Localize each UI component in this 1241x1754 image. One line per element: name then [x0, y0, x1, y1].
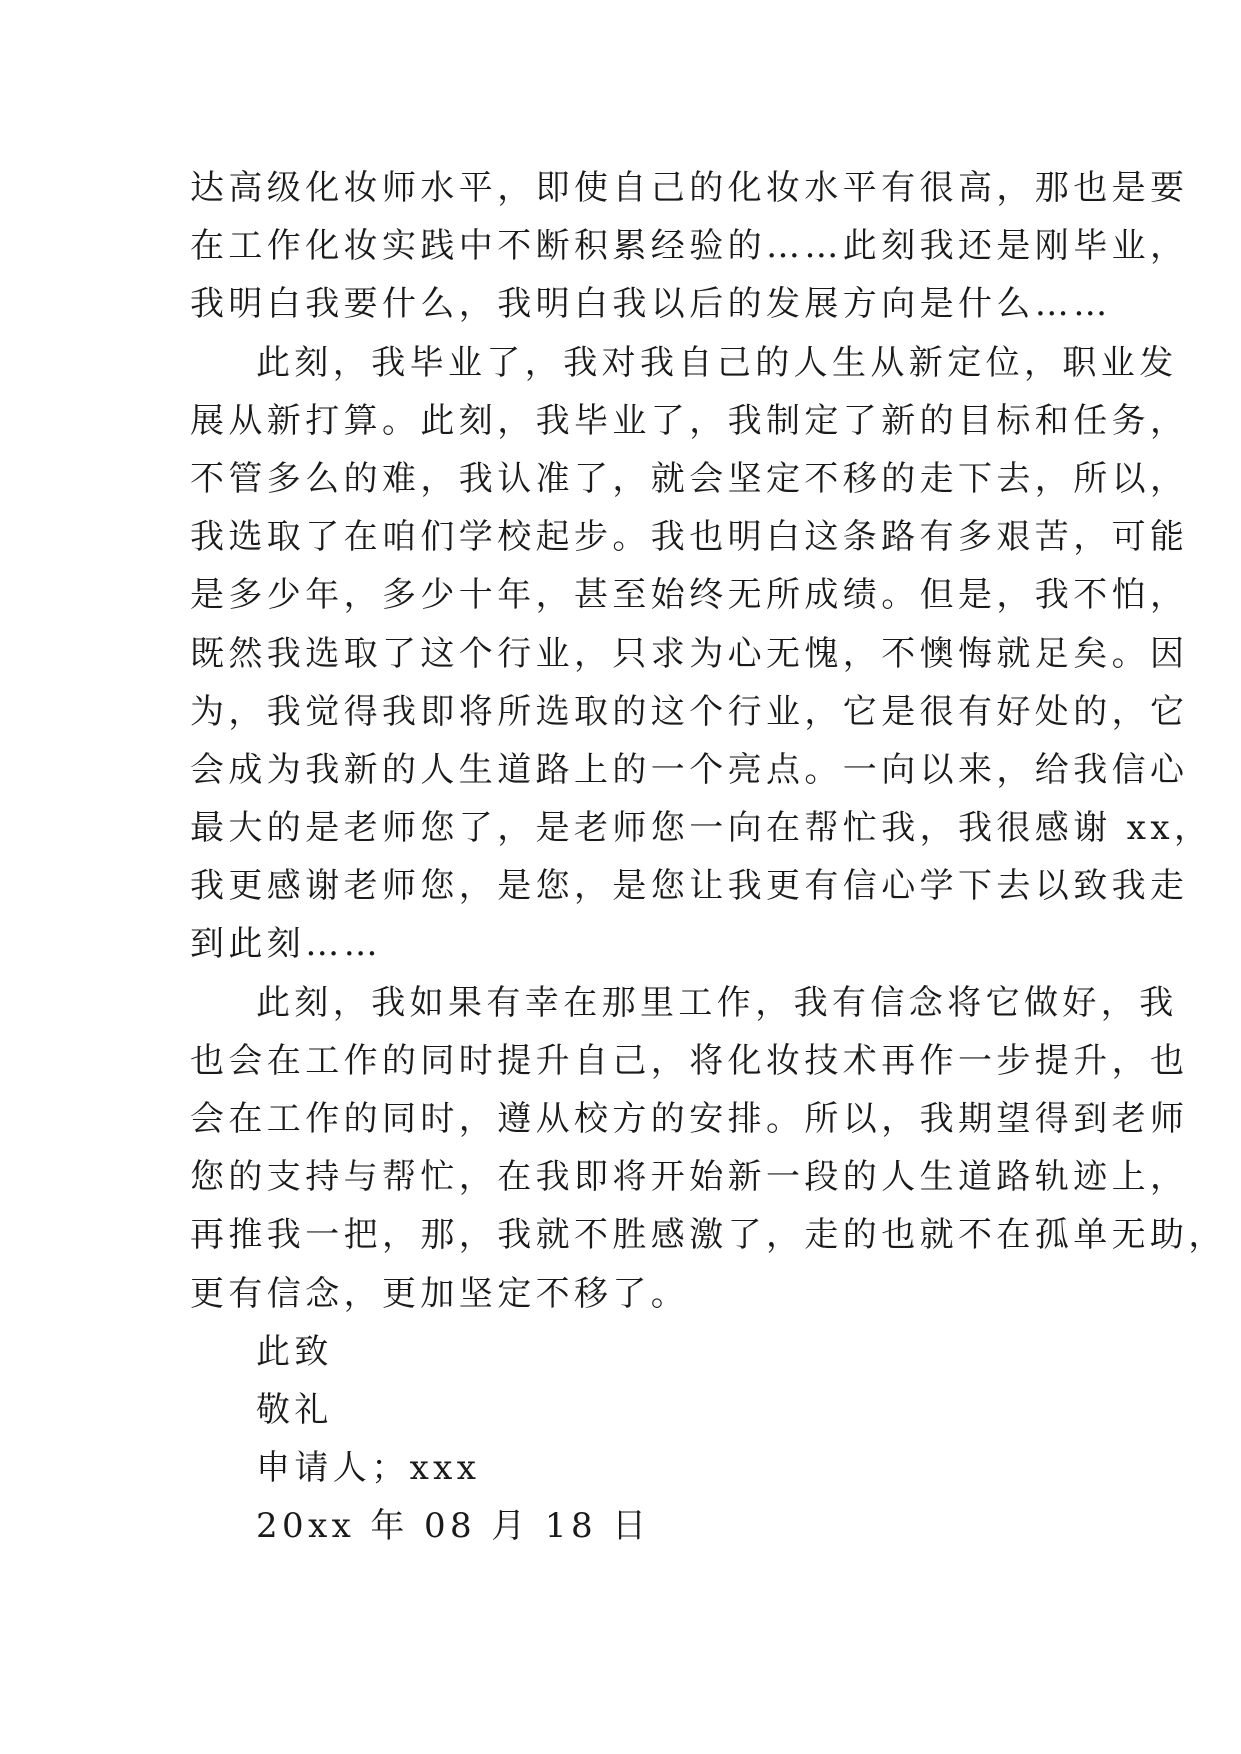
- applicant-signature: 申请人；xxx: [256, 1448, 481, 1489]
- letter-date: 20xx 年 08 月 18 日: [256, 1506, 651, 1547]
- text-line: 最大的是老师您了，是老师您一向在帮忙我，我很感谢 xx，: [190, 808, 1213, 849]
- text-line: 到此刻……: [190, 924, 382, 965]
- text-line: 此刻，我如果有幸在那里工作，我有信念将它做好，我: [256, 982, 1178, 1023]
- text-line: 我更感谢老师您，是您，是您让我更有信心学下去以致我走: [190, 866, 1189, 907]
- text-line: 此刻，我毕业了，我对我自己的人生从新定位，职业发: [256, 342, 1178, 383]
- text-line: 达高级化妆师水平，即使自己的化妆水平有很高，那也是要: [190, 168, 1189, 208]
- text-line: 是多少年，多少十年，甚至始终无所成绩。但是，我不怕，: [190, 575, 1189, 616]
- text-line: 为，我觉得我即将所选取的这个行业，它是很有好处的，它: [190, 691, 1189, 732]
- text-line: 会在工作的同时，遵从校方的安排。所以，我期望得到老师: [190, 1099, 1189, 1139]
- text-line: 更有信念，更加坚定不移了。: [190, 1273, 690, 1314]
- text-line: 展从新打算。此刻，我毕业了，我制定了新的目标和任务，: [190, 400, 1189, 441]
- letter-body: [190, 159, 1227, 1556]
- text-line: 我明白我要什么，我明白我以后的发展方向是什么……: [190, 284, 1112, 325]
- letter-closing: [190, 1323, 1090, 1556]
- text-line: 再推我一把，那，我就不胜感激了，走的也就不在孤单无助，: [190, 1215, 1227, 1256]
- text-line: 会成为我新的人生道路上的一个亮点。一向以来，给我信心: [190, 749, 1189, 790]
- text-line: 不管多么的难，我认准了，就会坚定不移的走下去，所以，: [190, 458, 1189, 499]
- text-line: 您的支持与帮忙，在我即将开始新一段的人生道路轨迹上，: [190, 1157, 1189, 1198]
- paragraph-continuation: [190, 159, 1189, 334]
- salutation-line: 敬礼: [256, 1389, 333, 1430]
- paragraph-graduation: [190, 334, 1213, 974]
- text-line: 在工作化妆实践中不断积累经验的……此刻我还是刚毕业，: [190, 226, 1189, 267]
- text-line: 我选取了在咱们学校起步。我也明白这条路有多艰苦，可能: [190, 517, 1189, 558]
- paragraph-work-commitment: [190, 974, 1227, 1323]
- text-line: 既然我选取了这个行业，只求为心无愧，不懊悔就足矣。因: [190, 633, 1189, 674]
- salutation-line: 此致: [256, 1331, 333, 1372]
- text-line: 也会在工作的同时提升自己，将化妆技术再作一步提升，也: [190, 1040, 1189, 1081]
